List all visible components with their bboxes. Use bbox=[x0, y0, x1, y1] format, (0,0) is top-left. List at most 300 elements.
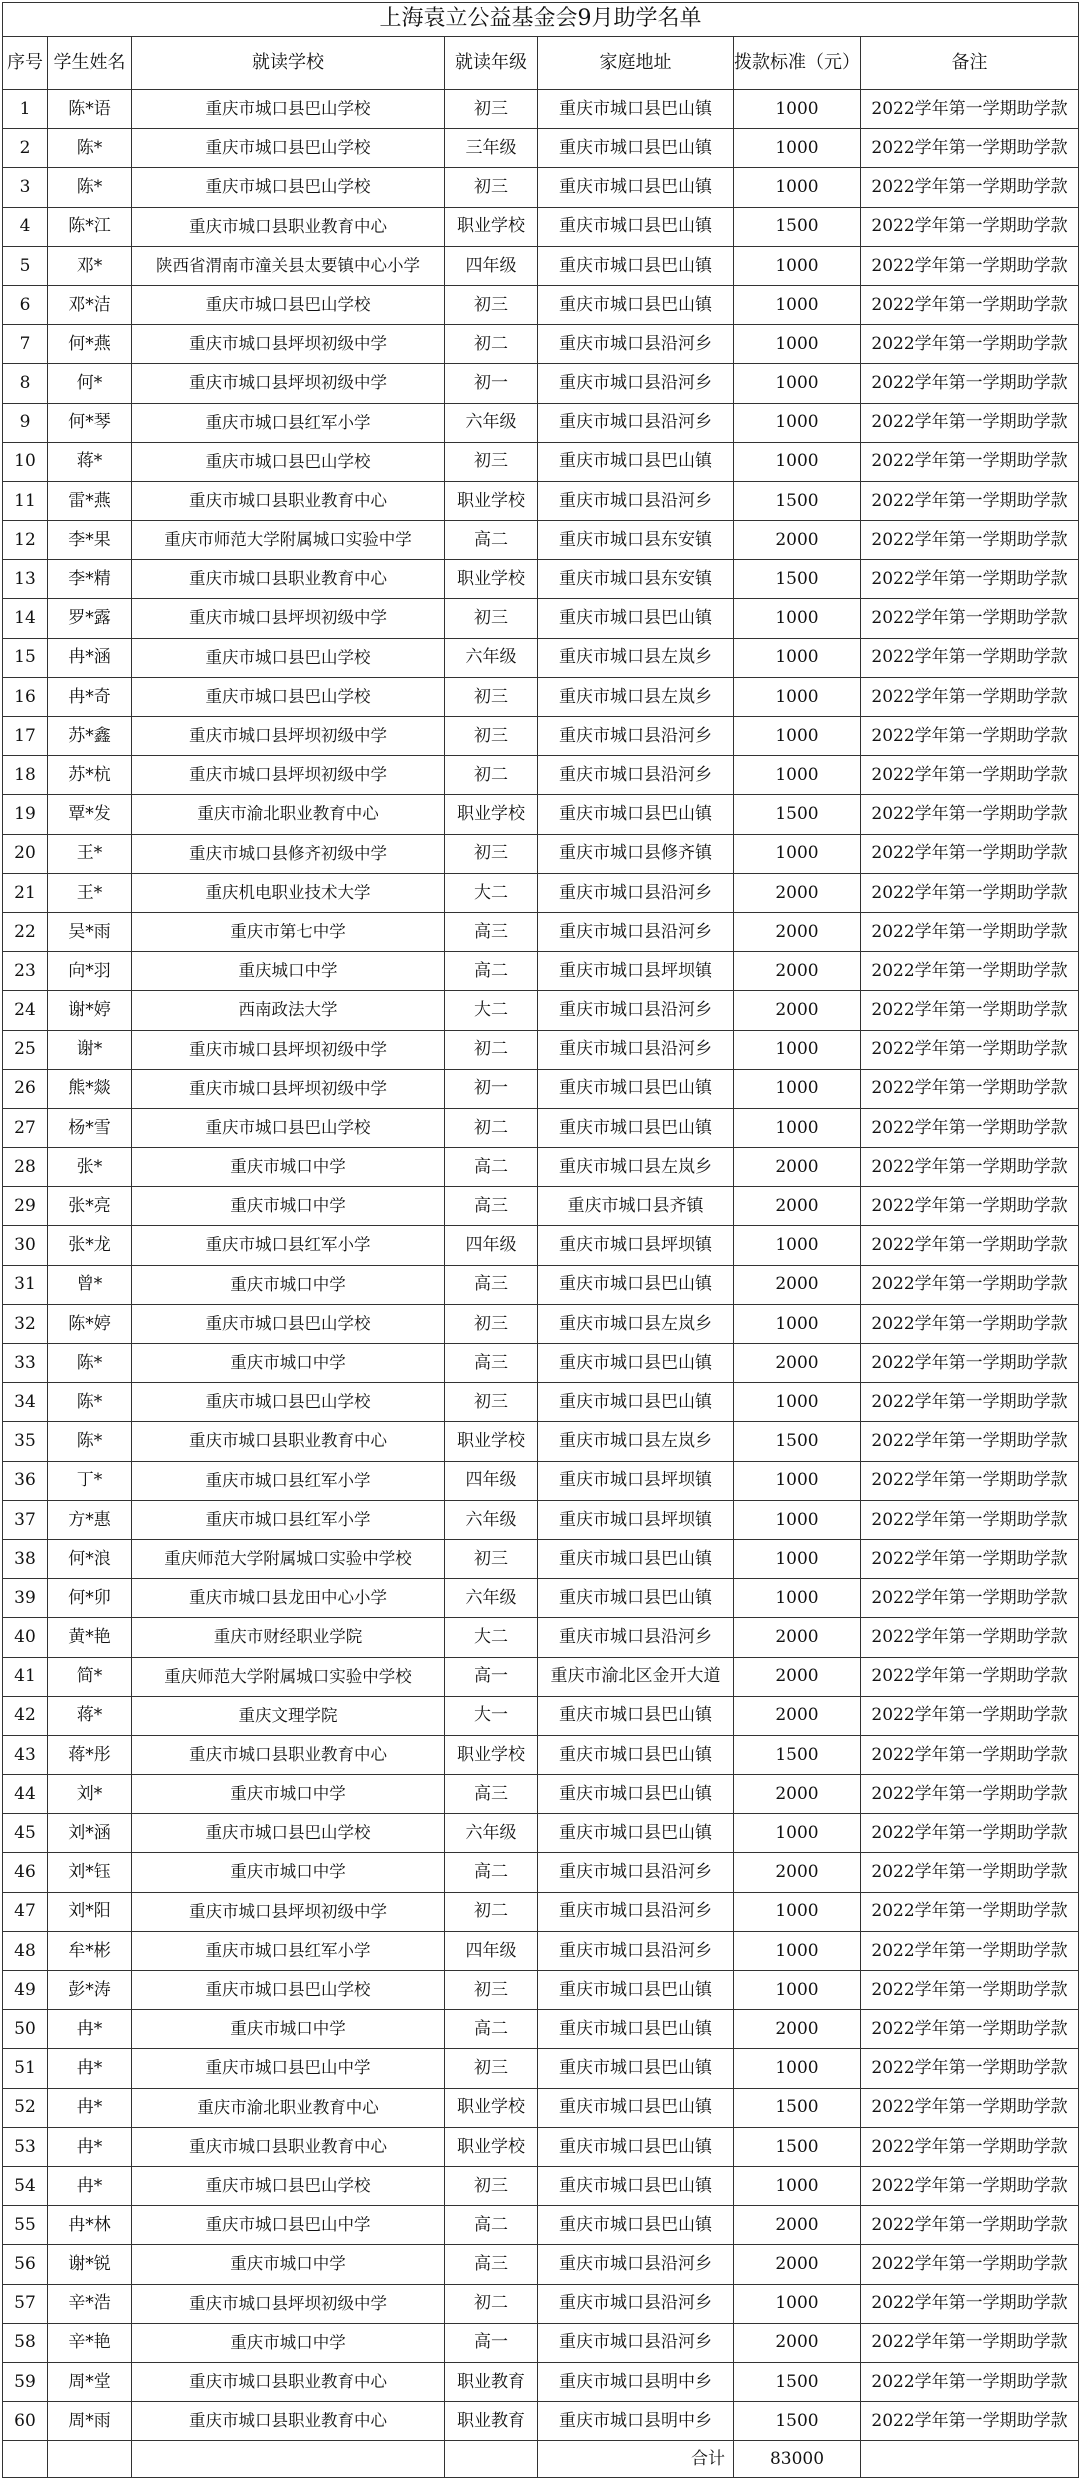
school-cell: 重庆市城口中学 bbox=[132, 2245, 445, 2284]
remark-cell: 2022学年第一学期助学款 bbox=[861, 1226, 1079, 1265]
student-name-cell: 雷*燕 bbox=[48, 481, 132, 520]
remark-cell: 2022学年第一学期助学款 bbox=[861, 1735, 1079, 1774]
school-cell: 重庆市城口县坪坝初级中学 bbox=[132, 325, 445, 364]
grade-cell: 高三 bbox=[445, 1775, 538, 1814]
row-index-cell: 54 bbox=[3, 2166, 48, 2205]
home-address-cell: 重庆市城口县巴山镇 bbox=[538, 1971, 734, 2010]
remark-cell: 2022学年第一学期助学款 bbox=[861, 1304, 1079, 1343]
student-name-cell: 李*果 bbox=[48, 521, 132, 560]
grade-cell: 高三 bbox=[445, 1344, 538, 1383]
row-index-cell: 58 bbox=[3, 2323, 48, 2362]
school-cell: 重庆市城口县巴山中学 bbox=[132, 2049, 445, 2088]
amount-cell: 2000 bbox=[734, 1775, 861, 1814]
grade-cell: 四年级 bbox=[445, 1461, 538, 1500]
student-name-cell: 蒋* bbox=[48, 442, 132, 481]
amount-cell: 1500 bbox=[734, 1735, 861, 1774]
grade-cell: 职业学校 bbox=[445, 795, 538, 834]
student-name-cell: 张* bbox=[48, 1148, 132, 1187]
remark-cell: 2022学年第一学期助学款 bbox=[861, 1461, 1079, 1500]
grade-cell: 初三 bbox=[445, 599, 538, 638]
amount-cell: 2000 bbox=[734, 2206, 861, 2245]
grade-cell: 初三 bbox=[445, 717, 538, 756]
table-row bbox=[3, 1853, 1079, 1892]
grade-cell: 初二 bbox=[445, 1030, 538, 1069]
remark-cell: 2022学年第一学期助学款 bbox=[861, 2010, 1079, 2049]
amount-cell: 1000 bbox=[734, 1304, 861, 1343]
school-cell: 重庆市城口县巴山学校 bbox=[132, 1383, 445, 1422]
student-name-cell: 谢* bbox=[48, 1030, 132, 1069]
amount-cell: 2000 bbox=[734, 1148, 861, 1187]
student-name-cell: 陈*婷 bbox=[48, 1304, 132, 1343]
amount-cell: 2000 bbox=[734, 2010, 861, 2049]
table-row bbox=[3, 325, 1079, 364]
amount-cell: 1500 bbox=[734, 2402, 861, 2441]
amount-cell: 2000 bbox=[734, 1696, 861, 1735]
row-index-cell: 23 bbox=[3, 952, 48, 991]
remark-cell: 2022学年第一学期助学款 bbox=[861, 442, 1079, 481]
column-header: 就读学校 bbox=[132, 37, 445, 90]
remark-cell: 2022学年第一学期助学款 bbox=[861, 2402, 1079, 2441]
grade-cell: 初三 bbox=[445, 2049, 538, 2088]
row-index-cell: 34 bbox=[3, 1383, 48, 1422]
student-name-cell: 刘* bbox=[48, 1775, 132, 1814]
amount-cell: 1000 bbox=[734, 1069, 861, 1108]
student-name-cell: 刘*涵 bbox=[48, 1814, 132, 1853]
school-cell: 重庆师范大学附属城口实验中学校 bbox=[132, 1539, 445, 1578]
remark-cell: 2022学年第一学期助学款 bbox=[861, 1422, 1079, 1461]
grade-cell: 初三 bbox=[445, 2166, 538, 2205]
grade-cell: 初三 bbox=[445, 1971, 538, 2010]
row-index-cell: 18 bbox=[3, 756, 48, 795]
table-row bbox=[3, 364, 1079, 403]
home-address-cell: 重庆市城口县巴山镇 bbox=[538, 1265, 734, 1304]
table-row bbox=[3, 1971, 1079, 2010]
remark-cell: 2022学年第一学期助学款 bbox=[861, 756, 1079, 795]
remark-cell: 2022学年第一学期助学款 bbox=[861, 1931, 1079, 1970]
amount-cell: 1000 bbox=[734, 246, 861, 285]
remark-cell: 2022学年第一学期助学款 bbox=[861, 1853, 1079, 1892]
student-name-cell: 曾* bbox=[48, 1265, 132, 1304]
row-index-cell: 57 bbox=[3, 2284, 48, 2323]
amount-cell: 1000 bbox=[734, 325, 861, 364]
grade-cell: 初二 bbox=[445, 1892, 538, 1931]
row-index-cell: 40 bbox=[3, 1618, 48, 1657]
table-row bbox=[3, 2166, 1079, 2205]
student-name-cell: 李*精 bbox=[48, 560, 132, 599]
empty-cell bbox=[3, 2441, 48, 2478]
scholarship-sheet bbox=[2, 2, 1078, 2478]
table-row bbox=[3, 1735, 1079, 1774]
grade-cell: 初二 bbox=[445, 2284, 538, 2323]
home-address-cell: 重庆市城口县巴山镇 bbox=[538, 1069, 734, 1108]
row-index-cell: 4 bbox=[3, 207, 48, 246]
school-cell: 重庆市城口中学 bbox=[132, 1775, 445, 1814]
row-index-cell: 20 bbox=[3, 834, 48, 873]
remark-cell: 2022学年第一学期助学款 bbox=[861, 285, 1079, 324]
row-index-cell: 55 bbox=[3, 2206, 48, 2245]
row-index-cell: 6 bbox=[3, 285, 48, 324]
remark-cell: 2022学年第一学期助学款 bbox=[861, 2049, 1079, 2088]
remark-cell: 2022学年第一学期助学款 bbox=[861, 560, 1079, 599]
empty-cell bbox=[861, 2441, 1079, 2478]
grade-cell: 职业学校 bbox=[445, 560, 538, 599]
home-address-cell: 重庆市城口县巴山镇 bbox=[538, 246, 734, 285]
remark-cell: 2022学年第一学期助学款 bbox=[861, 129, 1079, 168]
table-row bbox=[3, 1931, 1079, 1970]
home-address-cell: 重庆市城口县左岚乡 bbox=[538, 677, 734, 716]
student-name-cell: 冉* bbox=[48, 2127, 132, 2166]
table-row bbox=[3, 2323, 1079, 2362]
grade-cell: 职业学校 bbox=[445, 2127, 538, 2166]
remark-cell: 2022学年第一学期助学款 bbox=[861, 207, 1079, 246]
school-cell: 重庆市城口县巴山学校 bbox=[132, 1304, 445, 1343]
school-cell: 重庆市城口县巴山学校 bbox=[132, 90, 445, 129]
table-row bbox=[3, 2362, 1079, 2401]
home-address-cell: 重庆市城口县明中乡 bbox=[538, 2362, 734, 2401]
remark-cell: 2022学年第一学期助学款 bbox=[861, 2323, 1079, 2362]
table-row bbox=[3, 1304, 1079, 1343]
school-cell: 重庆市城口中学 bbox=[132, 2010, 445, 2049]
school-cell: 重庆市城口县坪坝初级中学 bbox=[132, 2284, 445, 2323]
grade-cell: 职业学校 bbox=[445, 1735, 538, 1774]
remark-cell: 2022学年第一学期助学款 bbox=[861, 403, 1079, 442]
grade-cell: 高三 bbox=[445, 1265, 538, 1304]
student-name-cell: 丁* bbox=[48, 1461, 132, 1500]
table-row bbox=[3, 638, 1079, 677]
row-index-cell: 25 bbox=[3, 1030, 48, 1069]
student-name-cell: 冉*奇 bbox=[48, 677, 132, 716]
amount-cell: 1000 bbox=[734, 638, 861, 677]
remark-cell: 2022学年第一学期助学款 bbox=[861, 1892, 1079, 1931]
column-header: 拨款标准（元） bbox=[734, 37, 861, 90]
amount-cell: 1000 bbox=[734, 1108, 861, 1147]
student-name-cell: 陈* bbox=[48, 1383, 132, 1422]
school-cell: 重庆市城口县巴山学校 bbox=[132, 1971, 445, 2010]
remark-cell: 2022学年第一学期助学款 bbox=[861, 1657, 1079, 1696]
home-address-cell: 重庆市城口县坪坝镇 bbox=[538, 952, 734, 991]
table-row bbox=[3, 2049, 1079, 2088]
home-address-cell: 重庆市城口县沿河乡 bbox=[538, 364, 734, 403]
table-row bbox=[3, 2010, 1079, 2049]
home-address-cell: 重庆市城口县巴山镇 bbox=[538, 2166, 734, 2205]
school-cell: 重庆市城口县红军小学 bbox=[132, 403, 445, 442]
sheet-title: 上海袁立公益基金会9月助学名单 bbox=[3, 3, 1079, 37]
table-row bbox=[3, 207, 1079, 246]
amount-cell: 2000 bbox=[734, 991, 861, 1030]
table-row bbox=[3, 90, 1079, 129]
amount-cell: 2000 bbox=[734, 1265, 861, 1304]
table-row bbox=[3, 1892, 1079, 1931]
table-row bbox=[3, 756, 1079, 795]
table-row bbox=[3, 1500, 1079, 1539]
grade-cell: 职业学校 bbox=[445, 207, 538, 246]
student-name-cell: 彭*涛 bbox=[48, 1971, 132, 2010]
student-name-cell: 何*浪 bbox=[48, 1539, 132, 1578]
table-row bbox=[3, 246, 1079, 285]
school-cell: 重庆市城口县巴山学校 bbox=[132, 442, 445, 481]
student-name-cell: 邓* bbox=[48, 246, 132, 285]
table-row bbox=[3, 2088, 1079, 2127]
home-address-cell: 重庆市城口县沿河乡 bbox=[538, 2245, 734, 2284]
home-address-cell: 重庆市城口县巴山镇 bbox=[538, 207, 734, 246]
home-address-cell: 重庆市城口县沿河乡 bbox=[538, 2323, 734, 2362]
table-row bbox=[3, 795, 1079, 834]
home-address-cell: 重庆市城口县巴山镇 bbox=[538, 1539, 734, 1578]
amount-cell: 1000 bbox=[734, 2166, 861, 2205]
grade-cell: 大二 bbox=[445, 991, 538, 1030]
column-header: 备注 bbox=[861, 37, 1079, 90]
grade-cell: 四年级 bbox=[445, 246, 538, 285]
student-name-cell: 辛*浩 bbox=[48, 2284, 132, 2323]
school-cell: 重庆市城口中学 bbox=[132, 1853, 445, 1892]
grade-cell: 初三 bbox=[445, 285, 538, 324]
school-cell: 重庆市城口县职业教育中心 bbox=[132, 1422, 445, 1461]
school-cell: 重庆市城口中学 bbox=[132, 1187, 445, 1226]
table-row bbox=[3, 1579, 1079, 1618]
grade-cell: 六年级 bbox=[445, 1579, 538, 1618]
home-address-cell: 重庆市城口县沿河乡 bbox=[538, 1853, 734, 1892]
home-address-cell: 重庆市城口县巴山镇 bbox=[538, 168, 734, 207]
row-index-cell: 42 bbox=[3, 1696, 48, 1735]
title-row bbox=[3, 3, 1079, 37]
row-index-cell: 46 bbox=[3, 1853, 48, 1892]
grade-cell: 高二 bbox=[445, 2010, 538, 2049]
row-index-cell: 27 bbox=[3, 1108, 48, 1147]
school-cell: 重庆市城口县职业教育中心 bbox=[132, 2127, 445, 2166]
school-cell: 重庆师范大学附属城口实验中学校 bbox=[132, 1657, 445, 1696]
row-index-cell: 44 bbox=[3, 1775, 48, 1814]
total-value: 83000 bbox=[734, 2441, 861, 2478]
home-address-cell: 重庆市城口县沿河乡 bbox=[538, 325, 734, 364]
row-index-cell: 5 bbox=[3, 246, 48, 285]
home-address-cell: 重庆市城口县沿河乡 bbox=[538, 717, 734, 756]
row-index-cell: 15 bbox=[3, 638, 48, 677]
table-row bbox=[3, 403, 1079, 442]
column-header: 学生姓名 bbox=[48, 37, 132, 90]
student-name-cell: 蒋*彤 bbox=[48, 1735, 132, 1774]
student-name-cell: 辛*艳 bbox=[48, 2323, 132, 2362]
row-index-cell: 43 bbox=[3, 1735, 48, 1774]
remark-cell: 2022学年第一学期助学款 bbox=[861, 873, 1079, 912]
home-address-cell: 重庆市城口县沿河乡 bbox=[538, 1030, 734, 1069]
school-cell: 重庆市城口县职业教育中心 bbox=[132, 481, 445, 520]
row-index-cell: 31 bbox=[3, 1265, 48, 1304]
home-address-cell: 重庆市城口县沿河乡 bbox=[538, 873, 734, 912]
student-name-cell: 何*燕 bbox=[48, 325, 132, 364]
remark-cell: 2022学年第一学期助学款 bbox=[861, 1069, 1079, 1108]
home-address-cell: 重庆市城口县巴山镇 bbox=[538, 129, 734, 168]
remark-cell: 2022学年第一学期助学款 bbox=[861, 2284, 1079, 2323]
home-address-cell: 重庆市城口县左岚乡 bbox=[538, 638, 734, 677]
home-address-cell: 重庆市城口县坪坝镇 bbox=[538, 1500, 734, 1539]
row-index-cell: 56 bbox=[3, 2245, 48, 2284]
school-cell: 重庆市城口县巴山学校 bbox=[132, 2166, 445, 2205]
row-index-cell: 9 bbox=[3, 403, 48, 442]
school-cell: 重庆市城口县红军小学 bbox=[132, 1226, 445, 1265]
table-row bbox=[3, 1148, 1079, 1187]
student-name-cell: 覃*发 bbox=[48, 795, 132, 834]
school-cell: 重庆市财经职业学院 bbox=[132, 1618, 445, 1657]
student-name-cell: 邓*洁 bbox=[48, 285, 132, 324]
home-address-cell: 重庆市城口县巴山镇 bbox=[538, 2088, 734, 2127]
column-header: 序号 bbox=[3, 37, 48, 90]
home-address-cell: 重庆市城口县沿河乡 bbox=[538, 403, 734, 442]
student-name-cell: 周*雨 bbox=[48, 2402, 132, 2441]
amount-cell: 1500 bbox=[734, 1422, 861, 1461]
school-cell: 重庆城口中学 bbox=[132, 952, 445, 991]
home-address-cell: 重庆市渝北区金开大道 bbox=[538, 1657, 734, 1696]
remark-cell: 2022学年第一学期助学款 bbox=[861, 1775, 1079, 1814]
amount-cell: 1000 bbox=[734, 1579, 861, 1618]
home-address-cell: 重庆市城口县修齐镇 bbox=[538, 834, 734, 873]
school-cell: 重庆市城口县职业教育中心 bbox=[132, 1735, 445, 1774]
student-name-cell: 何*琴 bbox=[48, 403, 132, 442]
grade-cell: 职业教育 bbox=[445, 2362, 538, 2401]
school-cell: 重庆市城口县坪坝初级中学 bbox=[132, 717, 445, 756]
home-address-cell: 重庆市城口县左岚乡 bbox=[538, 1304, 734, 1343]
school-cell: 重庆市城口县巴山学校 bbox=[132, 677, 445, 716]
grade-cell: 大二 bbox=[445, 1618, 538, 1657]
student-name-cell: 苏*鑫 bbox=[48, 717, 132, 756]
student-name-cell: 罗*露 bbox=[48, 599, 132, 638]
home-address-cell: 重庆市城口县巴山镇 bbox=[538, 2206, 734, 2245]
table-row bbox=[3, 1383, 1079, 1422]
remark-cell: 2022学年第一学期助学款 bbox=[861, 1500, 1079, 1539]
home-address-cell: 重庆市城口县左岚乡 bbox=[538, 1148, 734, 1187]
home-address-cell: 重庆市城口县左岚乡 bbox=[538, 1422, 734, 1461]
student-name-cell: 周*堂 bbox=[48, 2362, 132, 2401]
remark-cell: 2022学年第一学期助学款 bbox=[861, 1108, 1079, 1147]
amount-cell: 2000 bbox=[734, 1657, 861, 1696]
table-row bbox=[3, 991, 1079, 1030]
table-row bbox=[3, 873, 1079, 912]
table-row bbox=[3, 2206, 1079, 2245]
amount-cell: 2000 bbox=[734, 1187, 861, 1226]
remark-cell: 2022学年第一学期助学款 bbox=[861, 2127, 1079, 2166]
header-row bbox=[3, 37, 1079, 90]
amount-cell: 1000 bbox=[734, 364, 861, 403]
amount-cell: 1000 bbox=[734, 599, 861, 638]
student-name-cell: 冉* bbox=[48, 2166, 132, 2205]
remark-cell: 2022学年第一学期助学款 bbox=[861, 325, 1079, 364]
table-row bbox=[3, 1775, 1079, 1814]
amount-cell: 2000 bbox=[734, 1618, 861, 1657]
remark-cell: 2022学年第一学期助学款 bbox=[861, 638, 1079, 677]
remark-cell: 2022学年第一学期助学款 bbox=[861, 246, 1079, 285]
remark-cell: 2022学年第一学期助学款 bbox=[861, 1030, 1079, 1069]
school-cell: 重庆市城口中学 bbox=[132, 1344, 445, 1383]
remark-cell: 2022学年第一学期助学款 bbox=[861, 1579, 1079, 1618]
school-cell: 重庆市城口县职业教育中心 bbox=[132, 2402, 445, 2441]
remark-cell: 2022学年第一学期助学款 bbox=[861, 2088, 1079, 2127]
school-cell: 重庆市城口县职业教育中心 bbox=[132, 207, 445, 246]
school-cell: 重庆市城口县坪坝初级中学 bbox=[132, 1030, 445, 1069]
grade-cell: 大一 bbox=[445, 1696, 538, 1735]
remark-cell: 2022学年第一学期助学款 bbox=[861, 1344, 1079, 1383]
grade-cell: 六年级 bbox=[445, 403, 538, 442]
home-address-cell: 重庆市城口县沿河乡 bbox=[538, 912, 734, 951]
row-index-cell: 45 bbox=[3, 1814, 48, 1853]
home-address-cell: 重庆市城口县坪坝镇 bbox=[538, 1461, 734, 1500]
grade-cell: 初一 bbox=[445, 364, 538, 403]
row-index-cell: 22 bbox=[3, 912, 48, 951]
amount-cell: 2000 bbox=[734, 2245, 861, 2284]
amount-cell: 1000 bbox=[734, 90, 861, 129]
remark-cell: 2022学年第一学期助学款 bbox=[861, 521, 1079, 560]
table-row bbox=[3, 834, 1079, 873]
amount-cell: 1000 bbox=[734, 717, 861, 756]
remark-cell: 2022学年第一学期助学款 bbox=[861, 2245, 1079, 2284]
table-row bbox=[3, 2402, 1079, 2441]
grade-cell: 高二 bbox=[445, 952, 538, 991]
table-row bbox=[3, 285, 1079, 324]
remark-cell: 2022学年第一学期助学款 bbox=[861, 1971, 1079, 2010]
home-address-cell: 重庆市城口县巴山镇 bbox=[538, 442, 734, 481]
home-address-cell: 重庆市城口县沿河乡 bbox=[538, 756, 734, 795]
amount-cell: 1500 bbox=[734, 207, 861, 246]
home-address-cell: 重庆市城口县沿河乡 bbox=[538, 481, 734, 520]
student-name-cell: 张*龙 bbox=[48, 1226, 132, 1265]
row-index-cell: 51 bbox=[3, 2049, 48, 2088]
table-row bbox=[3, 1069, 1079, 1108]
table-row bbox=[3, 1108, 1079, 1147]
row-index-cell: 48 bbox=[3, 1931, 48, 1970]
grade-cell: 初三 bbox=[445, 442, 538, 481]
grade-cell: 初二 bbox=[445, 1108, 538, 1147]
school-cell: 重庆市渝北职业教育中心 bbox=[132, 2088, 445, 2127]
row-index-cell: 21 bbox=[3, 873, 48, 912]
grade-cell: 高二 bbox=[445, 1853, 538, 1892]
row-index-cell: 12 bbox=[3, 521, 48, 560]
amount-cell: 2000 bbox=[734, 873, 861, 912]
student-name-cell: 陈*语 bbox=[48, 90, 132, 129]
table-row bbox=[3, 1187, 1079, 1226]
row-index-cell: 39 bbox=[3, 1579, 48, 1618]
remark-cell: 2022学年第一学期助学款 bbox=[861, 1148, 1079, 1187]
home-address-cell: 重庆市城口县巴山镇 bbox=[538, 599, 734, 638]
row-index-cell: 49 bbox=[3, 1971, 48, 2010]
student-name-cell: 刘*阳 bbox=[48, 1892, 132, 1931]
home-address-cell: 重庆市城口县巴山镇 bbox=[538, 1696, 734, 1735]
student-name-cell: 陈* bbox=[48, 1344, 132, 1383]
school-cell: 重庆市城口县职业教育中心 bbox=[132, 560, 445, 599]
grade-cell: 高二 bbox=[445, 2206, 538, 2245]
amount-cell: 1000 bbox=[734, 1383, 861, 1422]
amount-cell: 1500 bbox=[734, 560, 861, 599]
amount-cell: 1000 bbox=[734, 1030, 861, 1069]
row-index-cell: 7 bbox=[3, 325, 48, 364]
scholarship-table bbox=[2, 2, 1079, 2478]
table-row bbox=[3, 2245, 1079, 2284]
amount-cell: 1000 bbox=[734, 1814, 861, 1853]
remark-cell: 2022学年第一学期助学款 bbox=[861, 2362, 1079, 2401]
amount-cell: 1500 bbox=[734, 2127, 861, 2166]
row-index-cell: 13 bbox=[3, 560, 48, 599]
table-row bbox=[3, 1618, 1079, 1657]
student-name-cell: 陈* bbox=[48, 168, 132, 207]
school-cell: 重庆市城口县坪坝初级中学 bbox=[132, 1892, 445, 1931]
amount-cell: 2000 bbox=[734, 952, 861, 991]
student-name-cell: 陈*江 bbox=[48, 207, 132, 246]
row-index-cell: 33 bbox=[3, 1344, 48, 1383]
school-cell: 重庆市师范大学附属城口实验中学 bbox=[132, 521, 445, 560]
row-index-cell: 35 bbox=[3, 1422, 48, 1461]
grade-cell: 初三 bbox=[445, 168, 538, 207]
school-cell: 重庆市城口县巴山学校 bbox=[132, 285, 445, 324]
student-name-cell: 方*惠 bbox=[48, 1500, 132, 1539]
grade-cell: 高二 bbox=[445, 521, 538, 560]
row-index-cell: 32 bbox=[3, 1304, 48, 1343]
